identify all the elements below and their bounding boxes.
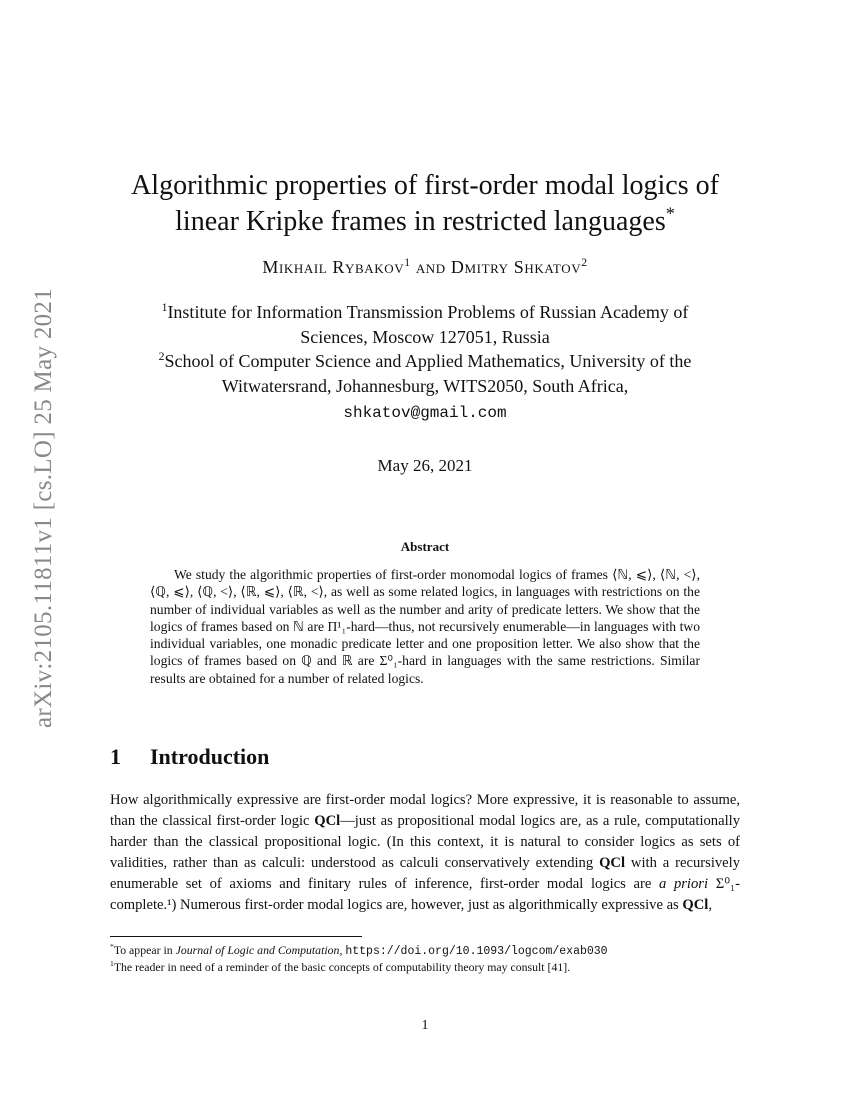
footnote-2-text: The reader in need of a reminder of the basic concepts of computability theory may consult [41].	[113, 960, 571, 974]
section-heading	[110, 744, 269, 770]
section-title: Introduction	[150, 744, 270, 769]
qcl-term: QCl	[682, 897, 709, 913]
footnote-1-prefix: To appear in	[113, 943, 176, 957]
author-1-mark: 1	[404, 256, 411, 269]
footnote-1	[110, 942, 750, 960]
affiliation-2-line-2: Witwatersrand, Johannesburg, WITS2050, South Africa,	[221, 376, 629, 396]
intro-text-2: —just as propositional modal logics are, as a rule, computationally harder than the classical propositional logic. (In this context, it is natural to consider logics as sets of validities, rather than as calculi: understood as calculi conservatively extending	[110, 813, 740, 871]
doi-link[interactable]: https://doi.org/10.1093/logcom/exab030	[345, 945, 608, 958]
paper-title	[110, 168, 740, 240]
arxiv-stamp-text: arXiv:2105.11811v1 [cs.LO] 25 May 2021	[30, 287, 57, 729]
intro-paragraph	[110, 790, 740, 916]
paper-date: May 26, 2021	[377, 456, 473, 475]
footnote-1-mark: *	[110, 942, 114, 952]
page-number: 1	[421, 1018, 429, 1033]
authors-conjunction: and	[415, 257, 446, 277]
author-2-mark: 2	[581, 256, 588, 269]
journal-name: Journal of Logic and Computation	[175, 943, 340, 957]
affiliation-2	[110, 349, 740, 426]
affiliation-1-mark: 1	[161, 301, 168, 314]
author-2: Dmitry Shkatov	[450, 257, 582, 277]
footnote-1-separator: ,	[339, 943, 346, 957]
author-1: Mikhail Rybakov	[262, 257, 405, 277]
qcl-term: QCl	[314, 813, 341, 829]
a-priori-term: a priori	[659, 876, 709, 892]
affiliation-1-line-2: Sciences, Moscow 127051, Russia	[300, 327, 550, 347]
author-email: shkatov@gmail.com	[343, 404, 507, 422]
qcl-term: QCl	[599, 855, 626, 871]
arxiv-stamp	[16, 258, 72, 758]
affiliation-1-line-1: Institute for Information Transmission Problems of Russian Academy of	[167, 302, 689, 322]
title-footnote-mark: *	[665, 203, 675, 224]
abstract-text: We study the algorithmic properties of first-order monomodal logics of frames ⟨ℕ, ⩽⟩, ⟨ℕ, <⟩, ⟨ℚ, ⩽⟩, ⟨ℚ, <⟩, ⟨ℝ, ⩽⟩, ⟨ℝ, <⟩, as well as some related logics, in languages with restrictions on the number of individual variables as well as the number and arity of predicate letters. We show that the logics of frames based on ℕ are Π¹₁-hard—thus, not recursively enumerable—in languages with two individual variables, one monadic predicate letter and one proposition letter. We also show that the logics of frames based on ℚ and ℝ are Σ⁰₁-hard in languages with the same restrictions. Similar results are obtained for a number of related logics.	[150, 567, 700, 686]
paper-title-text: Algorithmic properties of first-order modal logics of linear Kripke frames in restricted languages	[131, 170, 719, 237]
affiliation-2-mark: 2	[158, 350, 165, 363]
intro-text-4: Σ⁰₁-complete.¹) Numerous first-order modal logics are, however, just as algorithmically expressive as	[110, 876, 740, 913]
intro-text-5: ,	[708, 897, 712, 913]
affiliation-2-line-1: School of Computer Science and Applied Mathematics, University of the	[164, 351, 692, 371]
abstract-heading: Abstract	[400, 539, 450, 554]
intro-text-3: with a recursively enumerable set of axioms and finitary rules of inference, first-order modal logics are	[110, 855, 741, 892]
section-number: 1	[110, 744, 121, 769]
footnote-2	[110, 959, 750, 975]
intro-text-1: How algorithmically expressive are first-order modal logics? More expressive, it is reasonable to assume, than the classical first-order logic	[110, 792, 740, 829]
affiliation-1	[110, 300, 740, 350]
authors-line	[110, 257, 740, 278]
footnote-rule	[110, 936, 362, 937]
footnote-2-mark: 1	[110, 959, 114, 969]
